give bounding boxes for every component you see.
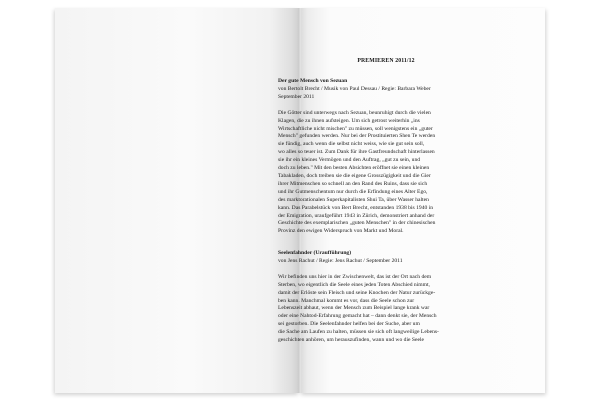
body-line: oder eine Nahtod-Erfahrung gemacht hat – dann denkt sie, der Mensch bbox=[278, 313, 437, 320]
body-line: Geschichte des exemplarischen „guten Menschen" in der chinesischen bbox=[278, 220, 436, 227]
body-line: sei gestorben. Die Seelenfahnder helfen bei der Suche, aber um bbox=[278, 321, 420, 328]
body-line: kann. Das Parabelstück von Bert Brecht, entstanden 1938 bis 1940 in bbox=[278, 204, 434, 211]
body-line: Tabakladen, doch treiben sie die eigene Grosszügigkeit und die Gier bbox=[278, 172, 431, 179]
body-line: Sterben, wo eigentlich die Seele eines jeden Toten Abschied nimmt, bbox=[278, 281, 430, 288]
article-seelenfahnder bbox=[278, 250, 494, 345]
page-heading: PREMIEREN 2011/12 bbox=[357, 58, 415, 64]
body-line: ihrer Mitmenschen so schnell an den Rand des Ruins, dass sie sich bbox=[278, 180, 428, 187]
body-line: Wirtschaftliche nicht mischen" zu müssen, soll wenigstens ein „guter bbox=[278, 125, 433, 132]
body-line: Wir befinden uns hier in der Zwischenwelt, das ist der Ort nach dem bbox=[278, 273, 432, 280]
body-line: sie fündig, auch wenn die selbst nicht weiss, wie sie gut sein soll, bbox=[278, 141, 425, 148]
article-body bbox=[278, 110, 494, 237]
body-line: des marktorationalen Superkapitalisten Shui Ta, über Wasser halten bbox=[278, 196, 429, 203]
body-line: Die Götter sind unterwegs nach Sezuan, beunruhigt durch die vielen bbox=[278, 109, 431, 116]
body-line: die Sache am Laufen zu halten, müssen sie sich oft langweilige Lebens- bbox=[278, 329, 439, 336]
body-line: Mensch" gefunden werden. Nur bei der Prostituierten Shen Te werden bbox=[278, 133, 436, 140]
left-page bbox=[55, 8, 299, 393]
body-line: sie ihr ein kleines Vermögen und den Auftrag, „gut zu sein, und bbox=[278, 157, 421, 164]
body-line: wo alles so teuer ist. Zum Dank für ihre Gastfreundschaft hinterlassen bbox=[278, 149, 435, 156]
body-line: der Emigration, uraufgeführt 1943 in Zürich, demonstriert anhand der bbox=[278, 212, 435, 219]
article-credits: von Bertolt Brecht / Musik von Paul Dessau / Regie: Barbara Weber bbox=[278, 85, 431, 92]
article-title: Der gute Mensch von Sezuan bbox=[278, 78, 348, 84]
body-line: Klagen, die zu ihnen aufsteigen. Um sich getrost weiterhin „ins bbox=[278, 117, 420, 124]
body-line: geschichten anhören, um herauszufinden, wann und wo die Seele bbox=[278, 337, 425, 344]
body-line: doch zu leben." Mit den besten Absichten eröffnet sie einen kleinen bbox=[278, 165, 430, 172]
article-body bbox=[278, 274, 494, 345]
article-credits: von Jens Rachut / Regie: Jens Rachut / September 2011 bbox=[278, 257, 403, 264]
body-line: Lebenszeit abhaut, wenn der Mensch zum Beispiel lange krank war bbox=[278, 305, 430, 312]
body-line: Provinz den ewigen Widerspruch von Markt und Moral. bbox=[278, 228, 404, 235]
body-line: und ihr Gutmenschentum nur durch die Erfindung eines Alter Ego, bbox=[278, 188, 428, 195]
article-date: September 2011 bbox=[278, 93, 315, 100]
body-line: ben kann. Manchmal kommt es vor, dass die Seele schon zur bbox=[278, 297, 415, 304]
article-title: Seelenfahnder (Uraufführung) bbox=[278, 250, 352, 256]
article-der-gute-mensch bbox=[278, 78, 494, 236]
body-line: damit der Erlöste sein Fleisch und seine Knochen der Natur zurückge- bbox=[278, 289, 436, 296]
